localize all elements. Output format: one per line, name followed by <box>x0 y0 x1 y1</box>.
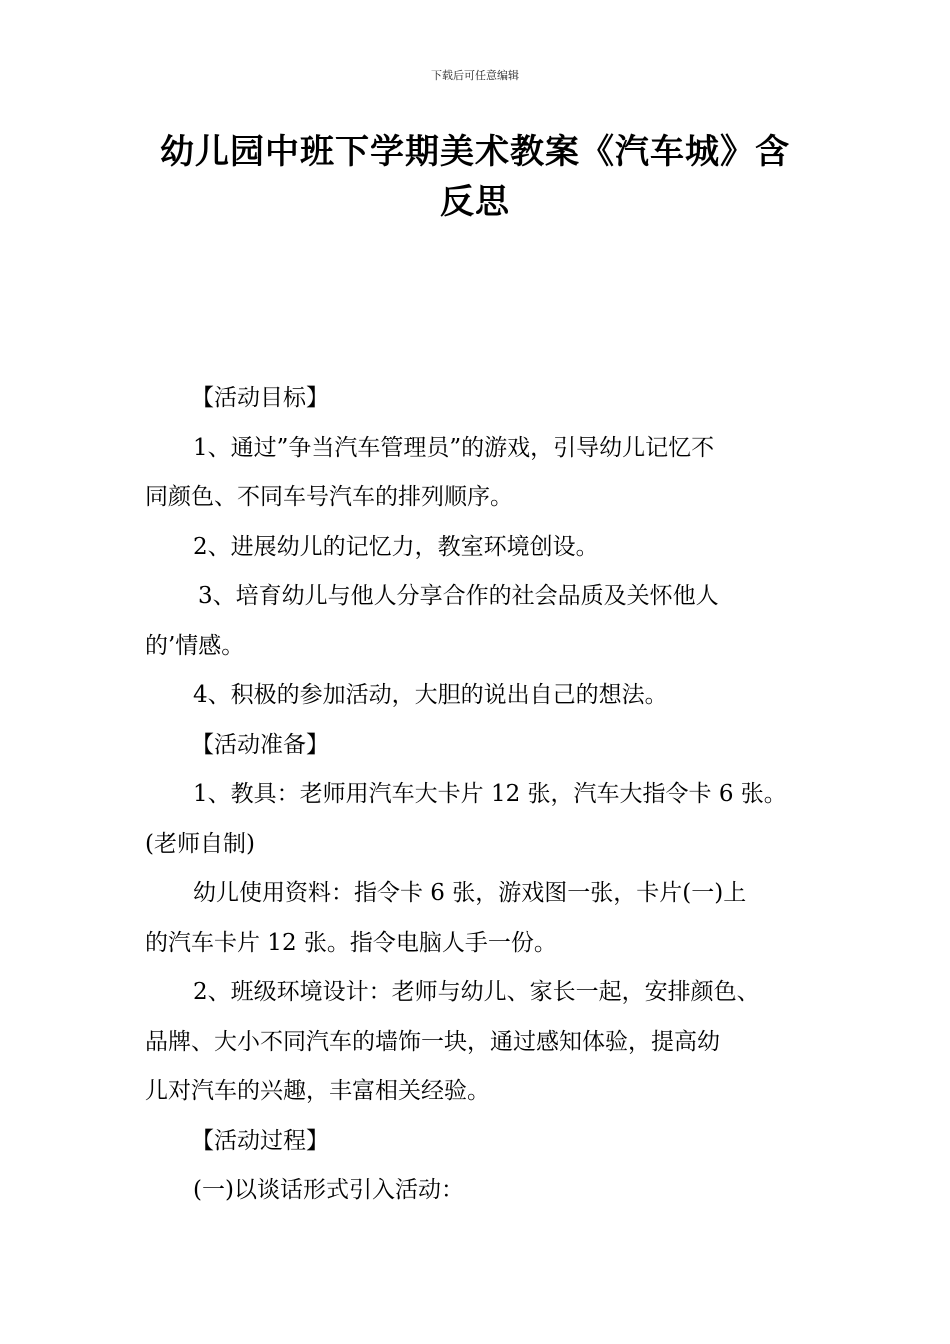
prep-materials-line-2: 的汽车卡片 12 张。指令电脑人手一份。 <box>145 929 557 956</box>
prep-item-2 <box>145 968 810 1117</box>
goal-item-3 <box>145 572 810 671</box>
prep-materials <box>145 869 810 968</box>
prep-item-2-line-2: 品牌、大小不同汽车的墙饰一块，通过感知体验，提高幼 <box>145 1028 720 1055</box>
section-heading-preparation: 【活动准备】 <box>191 731 329 758</box>
prep-item-1-line-2: (老师自制) <box>145 830 255 857</box>
goal-item-1 <box>145 424 810 523</box>
title-line-1: 幼儿园中班下学期美术教案《汽车城》含 <box>160 132 790 172</box>
prep-materials-line-1: 幼儿使用资料：指令卡 6 张，游戏图一张，卡片(一)上 <box>193 880 747 906</box>
goal-item-1-line-1: 1、通过”争当汽车管理员”的游戏，引导幼儿记忆不 <box>193 434 715 461</box>
goal-item-4: 4、积极的参加活动，大胆的说出自己的想法。 <box>193 682 668 708</box>
header-note: 下载后可任意编辑 <box>431 69 519 82</box>
goal-item-1-line-2: 同颜色、不同车号汽车的排列顺序。 <box>145 484 513 510</box>
prep-item-1-line-1: 1、教具：老师用汽车大卡片 12 张，汽车大指令卡 6 张。 <box>193 781 787 807</box>
title-line-2: 反思 <box>440 182 510 222</box>
goal-item-3-line-2: 的’情感。 <box>145 632 245 659</box>
prep-item-2-line-3: 儿对汽车的兴趣，丰富相关经验。 <box>145 1078 490 1104</box>
section-heading-goals: 【活动目标】 <box>191 385 329 411</box>
goal-item-3-line-1: 3、培育幼儿与他人分享合作的社会品质及关怀他人 <box>198 583 719 609</box>
document-body <box>145 374 810 1216</box>
document-title <box>150 127 800 227</box>
goal-item-2: 2、进展幼儿的记忆力，教室环境创设。 <box>193 533 599 560</box>
process-step-1: (一)以谈话形式引入活动： <box>193 1177 464 1203</box>
section-heading-process: 【活动过程】 <box>191 1127 329 1154</box>
prep-item-1 <box>145 770 810 869</box>
prep-item-2-line-1: 2、班级环境设计：老师与幼儿、家长一起，安排颜色、 <box>193 979 760 1005</box>
